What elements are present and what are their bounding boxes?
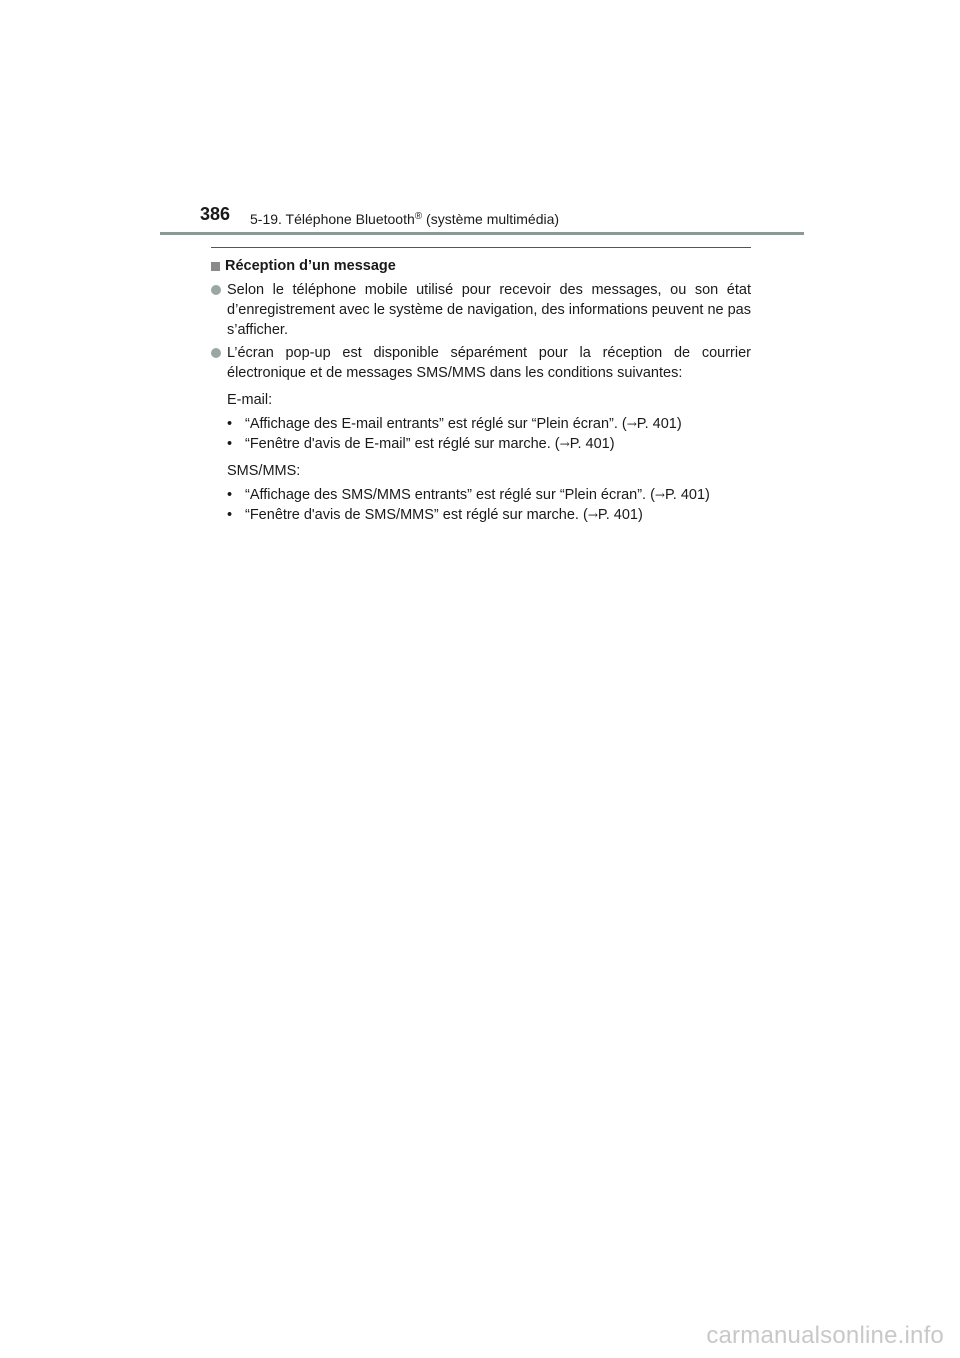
arrow-right-icon: → xyxy=(559,437,570,451)
list-item xyxy=(227,414,751,434)
section-title xyxy=(250,208,559,228)
list-marker: • xyxy=(227,507,233,523)
bullet-item xyxy=(211,280,751,340)
page-reference-link[interactable]: P. 401) xyxy=(636,416,682,432)
registered-mark: ® xyxy=(414,211,423,222)
arrow-right-icon: → xyxy=(587,508,598,522)
arrow-right-icon: → xyxy=(654,488,665,502)
list-item-text: “Fenêtre d'avis de SMS/MMS” est réglé sur marche. (→P. 401) xyxy=(245,507,643,523)
condition-list xyxy=(227,485,751,525)
content xyxy=(211,256,751,528)
list-marker: • xyxy=(227,436,233,452)
circle-bullet-icon xyxy=(211,285,221,295)
bullet-body xyxy=(227,280,751,340)
list-item xyxy=(227,434,751,454)
page-reference-link[interactable]: P. 401) xyxy=(597,507,643,523)
list-item-text: “Fenêtre d'avis de E-mail” est réglé sur marche. (→P. 401) xyxy=(245,436,615,452)
page-reference-link[interactable]: P. 401) xyxy=(569,436,615,452)
arrow-right-icon: → xyxy=(626,417,637,431)
list-marker: • xyxy=(227,416,233,432)
circle-bullet-icon xyxy=(211,348,221,358)
page-reference-link[interactable]: P. 401) xyxy=(664,487,710,503)
content-rule xyxy=(211,247,751,248)
list-marker: • xyxy=(227,487,233,503)
page-number: 386 xyxy=(200,204,231,224)
square-bullet-icon xyxy=(211,262,220,271)
watermark: carmanualsonline.info xyxy=(706,1322,944,1349)
condition-list xyxy=(227,414,751,454)
subheading-text: Réception d’un message xyxy=(225,258,396,274)
bullet-text: L’écran pop-up est disponible séparément pour la réception de courrier électronique et de messages SMS/MMS dans les conditions suivantes: xyxy=(227,345,751,381)
section-title-suffix: (système multimédia) xyxy=(422,211,560,227)
list-item-text: “Affichage des SMS/MMS entrants” est réglé sur “Plein écran”. (→P. 401) xyxy=(245,487,710,503)
header-rule xyxy=(160,232,804,235)
group-label: E-mail: xyxy=(227,392,273,408)
subheading xyxy=(211,256,751,276)
bullet-text: Selon le téléphone mobile utilisé pour recevoir des messages, ou son état d’enregistrement avec le système de navigation, des informations peuvent ne pas s’afficher. xyxy=(227,282,751,338)
bullet-body xyxy=(227,343,751,525)
group-label: SMS/MMS: xyxy=(227,463,301,479)
section-title-text: 5-19. Téléphone Bluetooth xyxy=(250,211,415,227)
list-item-text: “Affichage des E-mail entrants” est réglé sur “Plein écran”. (→P. 401) xyxy=(245,416,682,432)
bullet-item xyxy=(211,343,751,525)
list-item xyxy=(227,485,751,505)
list-item xyxy=(227,505,751,525)
